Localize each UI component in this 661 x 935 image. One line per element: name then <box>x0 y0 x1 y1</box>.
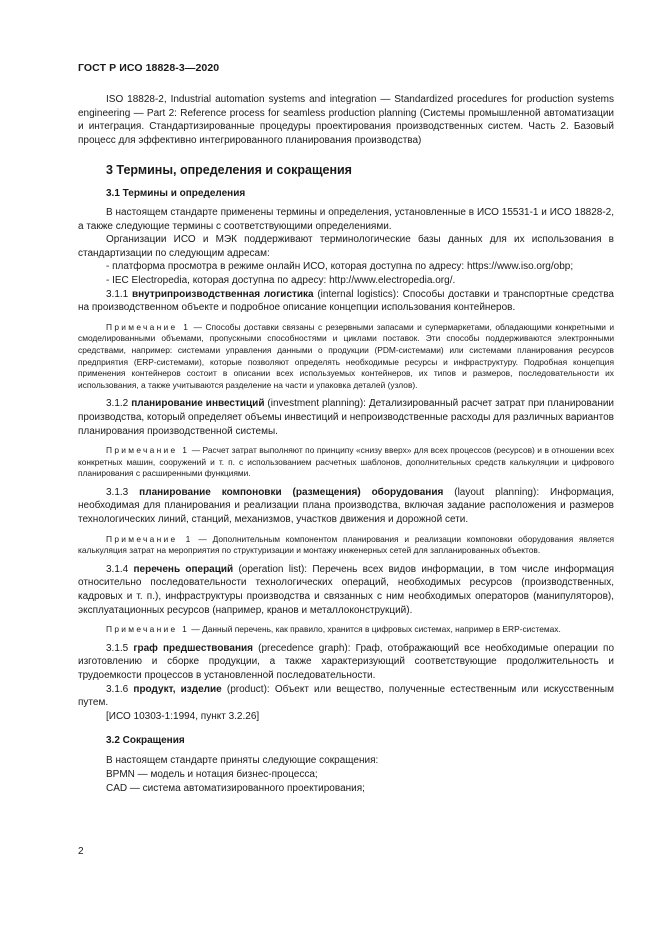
note-label: Примечание 1 <box>106 445 190 456</box>
note-text: — Способы доставки связаны с резервными запасами и супермаркетами, обладающими конкретными и смоделированными объемами, пропускными способностями и циклами поставок. Эти способы поддерживаются электронными средствами, например: системами управления данными о продукции (PDM-системами) или системами планирования ресурсов предприятия (ERP-системами), которые позволяют определять необходимые ресурсы и инфраструктуру. Подробная концепция применения контейнеров состоит в описании всех используемых контейнеров, их типов и размеров, последовательности их использования, а также учитываются разделение на части и упаковка деталей (узлов). <box>78 321 615 390</box>
term-definition: Объект или вещество, полученные естественным или искусственным путем. <box>78 683 614 709</box>
term-number: 3.1.6 <box>106 683 129 695</box>
term-3-1-2 <box>78 397 614 438</box>
term-3-1-6 <box>78 683 614 710</box>
term-3-1-3 <box>78 486 614 527</box>
term-source: [ИСО 10303-1:1994, пункт 3.2.26] <box>106 710 260 722</box>
term-english: (operation list): <box>238 563 308 575</box>
term-number: 3.1.3 <box>106 486 129 498</box>
subsection-title: 3.1 Термины и определения <box>106 188 246 199</box>
term-title: граф предшествования <box>133 642 254 654</box>
section-3-heading <box>78 163 614 177</box>
term-definition: Информация, необходимая для планирования и реализации плана производства, включая задание расположения и размеров технологических линий, станций, механизмов, участков движения и дорожной сети. <box>78 486 615 526</box>
section-title: 3 Термины, определения и сокращения <box>106 163 352 177</box>
note-text: — Дополнительным компонентом планирования и реализации компоновки оборудования является калькуляция затрат на мероприятия по структуризации и монтажу инженерных сетей для запланированных объектов. <box>78 533 615 556</box>
term-title: планирование инвестиций <box>131 398 265 410</box>
subsection-title: 3.2 Сокращения <box>106 735 185 747</box>
note-label: Примечание 1 <box>106 321 191 332</box>
section-3-1 <box>78 188 614 795</box>
paragraph: Организации ИСО и МЭК поддерживают терминологические базы данных для их использования в стандартизации по следующим адресам: <box>78 234 614 259</box>
page-number: 2 <box>78 846 84 857</box>
abbreviation: CAD — система автоматизированного проектирования; <box>106 782 365 794</box>
note-text: — Данный перечень, как правило, хранится в цифровых системах, например в ERP-системах. <box>191 624 561 635</box>
term-english: (investment planning): <box>267 398 366 410</box>
note <box>78 322 614 392</box>
paragraph: В настоящем стандарте приняты следующие сокращения: <box>106 755 379 767</box>
document-header: ГОСТ Р ИСО 18828-3—2020 <box>78 62 220 74</box>
list-item: - IEC Electropedia, которая доступна по адресу: http://www.electropedia.org/. <box>106 274 456 286</box>
term-title: продукт, изделие <box>133 683 222 695</box>
note-text: — Расчет затрат выполняют по принципу «снизу вверх» для всех процессов (ресурсов) и в отношении всех конкретных машин, сооружений и т. п. с использованием расчетных шаблонов, дополнительных средств калькуляции и цифрового планирования с расширенными функциями. <box>78 445 615 479</box>
abbreviation: BPMN — модель и нотация бизнес-процесса; <box>106 768 318 780</box>
term-number: 3.1.2 <box>106 398 129 410</box>
term-3-1-4 <box>78 563 614 617</box>
paragraph: В настоящем стандарте применены термины и определения, установленные в ИСО 15531-1 и ИСО 18828-2, а также следующие термины с соответствующими определениями. <box>78 207 614 232</box>
term-number: 3.1.1 <box>106 288 129 300</box>
term-english: (precedence graph): <box>258 642 351 654</box>
term-definition: Способы доставки и транспортные средства на производственном объекте и подробное описание концепции использования контейнеров. <box>78 288 614 314</box>
reference-iso-18828-2: ISO 18828-2, Industrial automation systems and integration — Standardized procedures for production systems engineering — Part 2: Reference process for seamless production planning (Системы промышленной автоматизации и интеграция. Стандартизированные процедуры проектирования производственных систем. Часть 2. Базовый процесс для эффективно интегрированного планирования производства) <box>78 94 614 146</box>
term-title: внутрипроизводственная логистика <box>131 288 314 300</box>
term-3-1-5 <box>78 642 614 683</box>
note <box>78 445 614 480</box>
term-definition: Граф, отображающий все необходимые операции по изготовлению и сборке продукции, а также характеризующий соответствующие продолжительность и трудоемкости процессов в установленной последовательности. <box>78 642 615 681</box>
term-number: 3.1.5 <box>106 642 129 654</box>
term-english: (product): <box>226 683 270 695</box>
term-definition: Перечень всех видов информации, в том числе информация относительно последовательности технологических операций, необходимых ресурсов (производственных, кадровых и т. п.), инфраструктуры производства и связанных с ним необходимых операторов (манипуляторов), эксплуатационных ресурсов (например, кранов и металлоконструкций). <box>78 563 614 616</box>
term-english: (internal logistics): <box>317 288 399 300</box>
normative-reference <box>78 93 614 147</box>
term-3-1-1 <box>78 288 614 315</box>
note-label: Примечание 1 <box>106 533 193 544</box>
term-title: планирование компоновки (размещения) оборудования <box>139 486 444 498</box>
term-number: 3.1.4 <box>106 563 129 575</box>
note <box>78 624 614 636</box>
list-item: - платформа просмотра в режиме онлайн ИСО, которая доступна по адресу: https://www.iso.org/obp; <box>106 261 574 273</box>
term-title: перечень операций <box>133 563 234 575</box>
term-english: (layout planning): <box>454 486 540 498</box>
term-definition: Детализированный расчет затрат при планировании производства, который определяет объемы инвестиций и непроизводственные расходы для различных вариантов планирования производственной системы. <box>78 398 615 437</box>
note <box>78 534 614 557</box>
note-label: Примечание 1 <box>106 624 190 635</box>
